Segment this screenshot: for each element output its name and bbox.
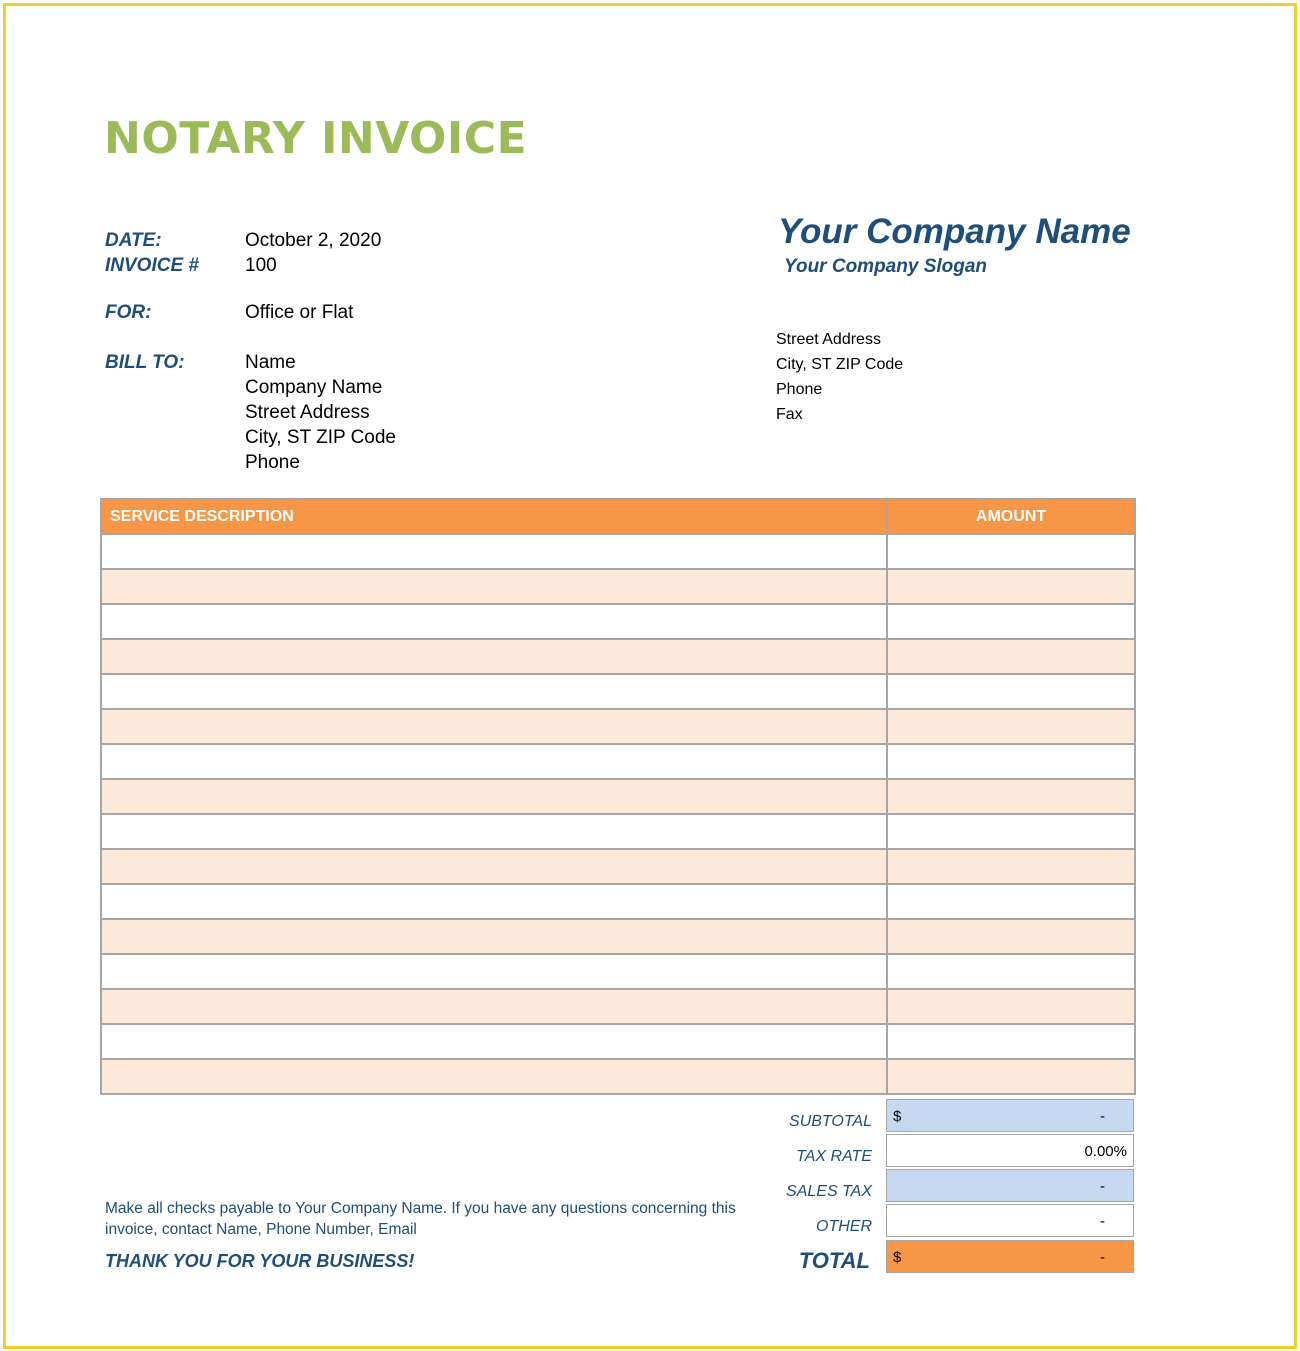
bill-to-name: Name — [245, 352, 296, 373]
table-row — [101, 709, 1135, 744]
table-row — [101, 569, 1135, 604]
service-description-cell[interactable] — [101, 849, 887, 884]
subtotal-currency: $ — [893, 1108, 902, 1125]
table-row — [101, 954, 1135, 989]
for-label: FOR: — [105, 302, 152, 323]
table-row — [101, 604, 1135, 639]
bill-to-city: City, ST ZIP Code — [245, 427, 396, 448]
table-row — [101, 779, 1135, 814]
invoice-number-value: 100 — [245, 255, 277, 276]
tax-rate-field[interactable] — [886, 1134, 1134, 1167]
bill-to-street: Street Address — [245, 402, 370, 423]
table-row — [101, 534, 1135, 569]
service-description-cell[interactable] — [101, 639, 887, 674]
amount-cell[interactable] — [887, 639, 1135, 674]
amount-cell[interactable] — [887, 569, 1135, 604]
company-phone: Phone — [776, 381, 823, 398]
amount-header: AMOUNT — [887, 499, 1135, 534]
other-field[interactable] — [886, 1204, 1134, 1237]
for-value: Office or Flat — [245, 302, 354, 323]
service-description-cell[interactable] — [101, 919, 887, 954]
tax-rate-value: 0.00% — [1084, 1143, 1127, 1160]
total-field[interactable] — [886, 1240, 1134, 1273]
table-row — [101, 674, 1135, 709]
thank-you-message: THANK YOU FOR YOUR BUSINESS! — [105, 1251, 415, 1271]
table-row — [101, 1059, 1135, 1094]
amount-cell[interactable] — [887, 744, 1135, 779]
amount-cell[interactable] — [887, 779, 1135, 814]
amount-cell[interactable] — [887, 814, 1135, 849]
amount-cell[interactable] — [887, 919, 1135, 954]
table-row — [101, 814, 1135, 849]
service-table — [100, 498, 1136, 1095]
total-label: TOTAL — [798, 1248, 870, 1273]
company-city: City, ST ZIP Code — [776, 356, 904, 373]
amount-cell[interactable] — [887, 604, 1135, 639]
service-description-cell[interactable] — [101, 884, 887, 919]
amount-cell[interactable] — [887, 534, 1135, 569]
service-description-cell[interactable] — [101, 1059, 887, 1094]
table-header-row — [101, 499, 1135, 534]
service-description-cell[interactable] — [101, 534, 887, 569]
amount-cell[interactable] — [887, 884, 1135, 919]
service-description-cell[interactable] — [101, 709, 887, 744]
amount-cell[interactable] — [887, 989, 1135, 1024]
service-description-header: SERVICE DESCRIPTION — [101, 499, 887, 534]
total-value: - — [1100, 1249, 1105, 1266]
bill-to-company: Company Name — [245, 377, 383, 398]
service-description-cell[interactable] — [101, 744, 887, 779]
service-description-cell[interactable] — [101, 569, 887, 604]
table-row — [101, 639, 1135, 674]
service-description-cell[interactable] — [101, 814, 887, 849]
table-row — [101, 919, 1135, 954]
service-description-cell[interactable] — [101, 779, 887, 814]
bill-to-label: BILL TO: — [105, 352, 185, 373]
company-slogan: Your Company Slogan — [784, 256, 988, 277]
sales-tax-label: SALES TAX — [786, 1183, 872, 1200]
table-body — [101, 534, 1135, 1094]
other-label: OTHER — [816, 1218, 872, 1235]
amount-cell[interactable] — [887, 1059, 1135, 1094]
company-fax: Fax — [776, 406, 803, 423]
invoice-title: NOTARY INVOICE — [104, 113, 528, 164]
other-value: - — [1100, 1213, 1105, 1230]
amount-cell[interactable] — [887, 849, 1135, 884]
table-row — [101, 849, 1135, 884]
date-value: October 2, 2020 — [245, 230, 382, 251]
bill-to-phone: Phone — [245, 452, 300, 473]
amount-cell[interactable] — [887, 954, 1135, 989]
amount-cell[interactable] — [887, 709, 1135, 744]
service-description-cell[interactable] — [101, 1024, 887, 1059]
company-name: Your Company Name — [778, 212, 1131, 251]
service-description-cell[interactable] — [101, 989, 887, 1024]
company-street: Street Address — [776, 331, 881, 348]
sales-tax-value: - — [1100, 1178, 1105, 1195]
payment-note: Make all checks payable to Your Company Name. If you have any questions concerning this invoice, contact Name, Phone Number, Email — [105, 1200, 736, 1238]
date-label: DATE: — [105, 230, 162, 251]
service-description-cell[interactable] — [101, 604, 887, 639]
subtotal-value: - — [1100, 1108, 1105, 1125]
tax-rate-label: TAX RATE — [796, 1148, 872, 1165]
table-row — [101, 989, 1135, 1024]
subtotal-label: SUBTOTAL — [789, 1113, 872, 1130]
table-row — [101, 744, 1135, 779]
table-row — [101, 884, 1135, 919]
subtotal-field[interactable] — [886, 1099, 1134, 1132]
service-description-cell[interactable] — [101, 954, 887, 989]
invoice-number-label: INVOICE # — [105, 255, 199, 276]
table-row — [101, 1024, 1135, 1059]
sales-tax-field[interactable] — [886, 1169, 1134, 1202]
total-currency: $ — [893, 1249, 902, 1266]
amount-cell[interactable] — [887, 674, 1135, 709]
amount-cell[interactable] — [887, 1024, 1135, 1059]
service-description-cell[interactable] — [101, 674, 887, 709]
